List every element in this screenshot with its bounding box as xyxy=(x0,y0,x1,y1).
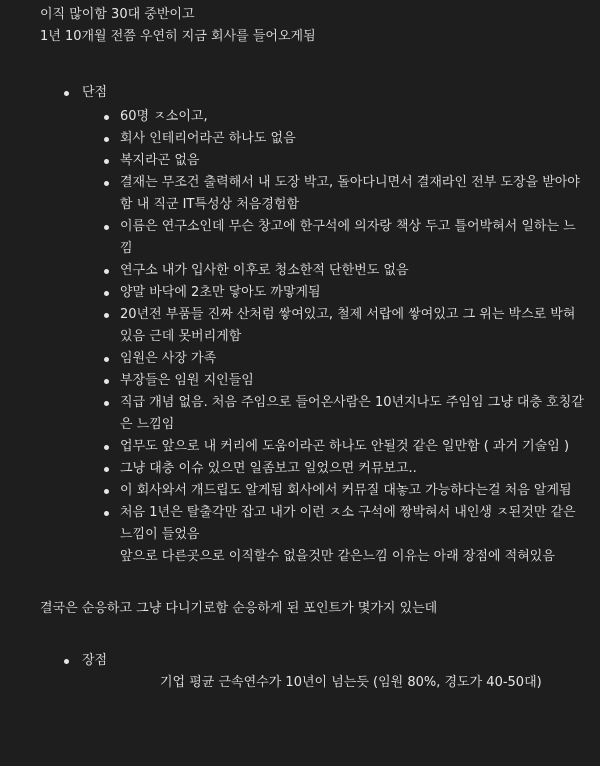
section-title-text: 단점 xyxy=(82,85,108,100)
list-item xyxy=(120,260,586,282)
list-item-text: 그냥 대충 이슈 있으면 일좀보고 일었으면 커뮤보고.. xyxy=(120,461,417,476)
bullet-icon xyxy=(104,313,109,318)
list-item xyxy=(120,150,586,172)
list-item-text: 업무도 앞으로 내 커리에 도움이라곤 하나도 안될것 같은 일만함 ( 과거 기술임 ) xyxy=(120,439,570,454)
section-pros xyxy=(80,650,586,690)
section-title-text: 장점 xyxy=(82,653,108,668)
intro-line-2: 1년 10개월 전쯤 우연히 지금 회사를 들어오게됨 xyxy=(40,29,316,44)
list-item xyxy=(120,370,586,392)
list-item-text: 20년전 부품들 진짜 산처럼 쌓여있고, 철제 서랍에 쌓여있고 그 위는 박스로 박혀있음 근데 못버리게함 xyxy=(120,307,576,344)
section-cons xyxy=(80,82,586,568)
bullet-icon xyxy=(104,269,109,274)
list-item-text: 직급 개념 없음. 처음 주임으로 들어온사람은 10년지나도 주임임 그냥 대충 호칭같은 느낌임 xyxy=(120,395,584,432)
list-item-text: 연구소 내가 입사한 이후로 청소한적 단한번도 없음 xyxy=(120,263,409,278)
conclusion-text: 결국은 순응하고 그냥 다니기로함 순응하게 된 포인트가 몇가지 있는데 xyxy=(40,601,438,616)
list-item-text: 임원은 사장 가족 xyxy=(120,351,217,366)
bullet-icon xyxy=(104,467,109,472)
bullet-icon xyxy=(104,225,109,230)
bullet-icon xyxy=(104,159,109,164)
cons-list xyxy=(120,106,586,568)
list-item-text: 이 회사와서 개드립도 알게됨 회사에서 커뮤질 대놓고 가능하다는걸 처음 알게됨 xyxy=(120,483,572,498)
pros-first-item-cutoff xyxy=(120,672,586,690)
list-item xyxy=(120,128,586,150)
list-item-text: 복지라곤 없음 xyxy=(120,153,200,168)
bullet-icon xyxy=(104,137,109,142)
intro-line-1: 이직 많이함 30대 중반이고 xyxy=(40,7,195,22)
list-item xyxy=(120,216,586,260)
bullet-icon xyxy=(104,511,109,516)
bullet-icon xyxy=(104,115,109,120)
bullet-icon xyxy=(104,489,109,494)
list-item xyxy=(120,458,586,480)
list-item-text: 부장들은 임원 지인들임 xyxy=(120,373,254,388)
bullet-icon xyxy=(104,181,109,186)
list-item-text: 기업 평균 근속연수가 10년이 넘는듯 (임원 80%, 경도가 40-50대) xyxy=(160,675,542,690)
list-item xyxy=(120,172,586,216)
list-item xyxy=(120,502,586,568)
list-item-text: 처음 1년은 탈출각만 잡고 내가 이런 ㅈ소 구석에 짱박혀서 내인생 ㅈ된것만 같은 느낌이 들었음 앞으로 다른곳으로 이직할수 없을것만 같은느낌 이유는 아래 장점에 적혀있음 xyxy=(120,505,576,564)
list-item-text: 결재는 무조건 출력해서 내 도장 박고, 돌아다니면서 결재라인 전부 도장을 받아야함 내 직군 IT특성상 처음경험함 xyxy=(120,175,580,212)
bullet-icon xyxy=(104,291,109,296)
list-item-text: 회사 인테리어라곤 하나도 없음 xyxy=(120,131,296,146)
bullet-icon xyxy=(104,445,109,450)
bullet-icon xyxy=(64,91,69,96)
list-item xyxy=(120,304,586,348)
bullet-icon xyxy=(104,401,109,406)
section-title-cons xyxy=(80,82,586,104)
bullet-icon xyxy=(64,659,69,664)
list-item xyxy=(120,282,586,304)
list-item xyxy=(120,480,586,502)
list-item-text: 이름은 연구소인데 무슨 창고에 한구석에 의자랑 책상 두고 틀어박혀서 일하는 느낌 xyxy=(120,219,576,256)
bullet-icon xyxy=(104,357,109,362)
list-item xyxy=(120,392,586,436)
section-title-pros xyxy=(80,650,586,672)
list-item-text: 양말 바닥에 2초만 닿아도 까맣게됨 xyxy=(120,285,321,300)
list-item xyxy=(120,348,586,370)
bullet-icon xyxy=(104,379,109,384)
list-item xyxy=(120,106,586,128)
list-item xyxy=(120,436,586,458)
list-item-text: 60명 ㅈ소이고, xyxy=(120,109,208,124)
